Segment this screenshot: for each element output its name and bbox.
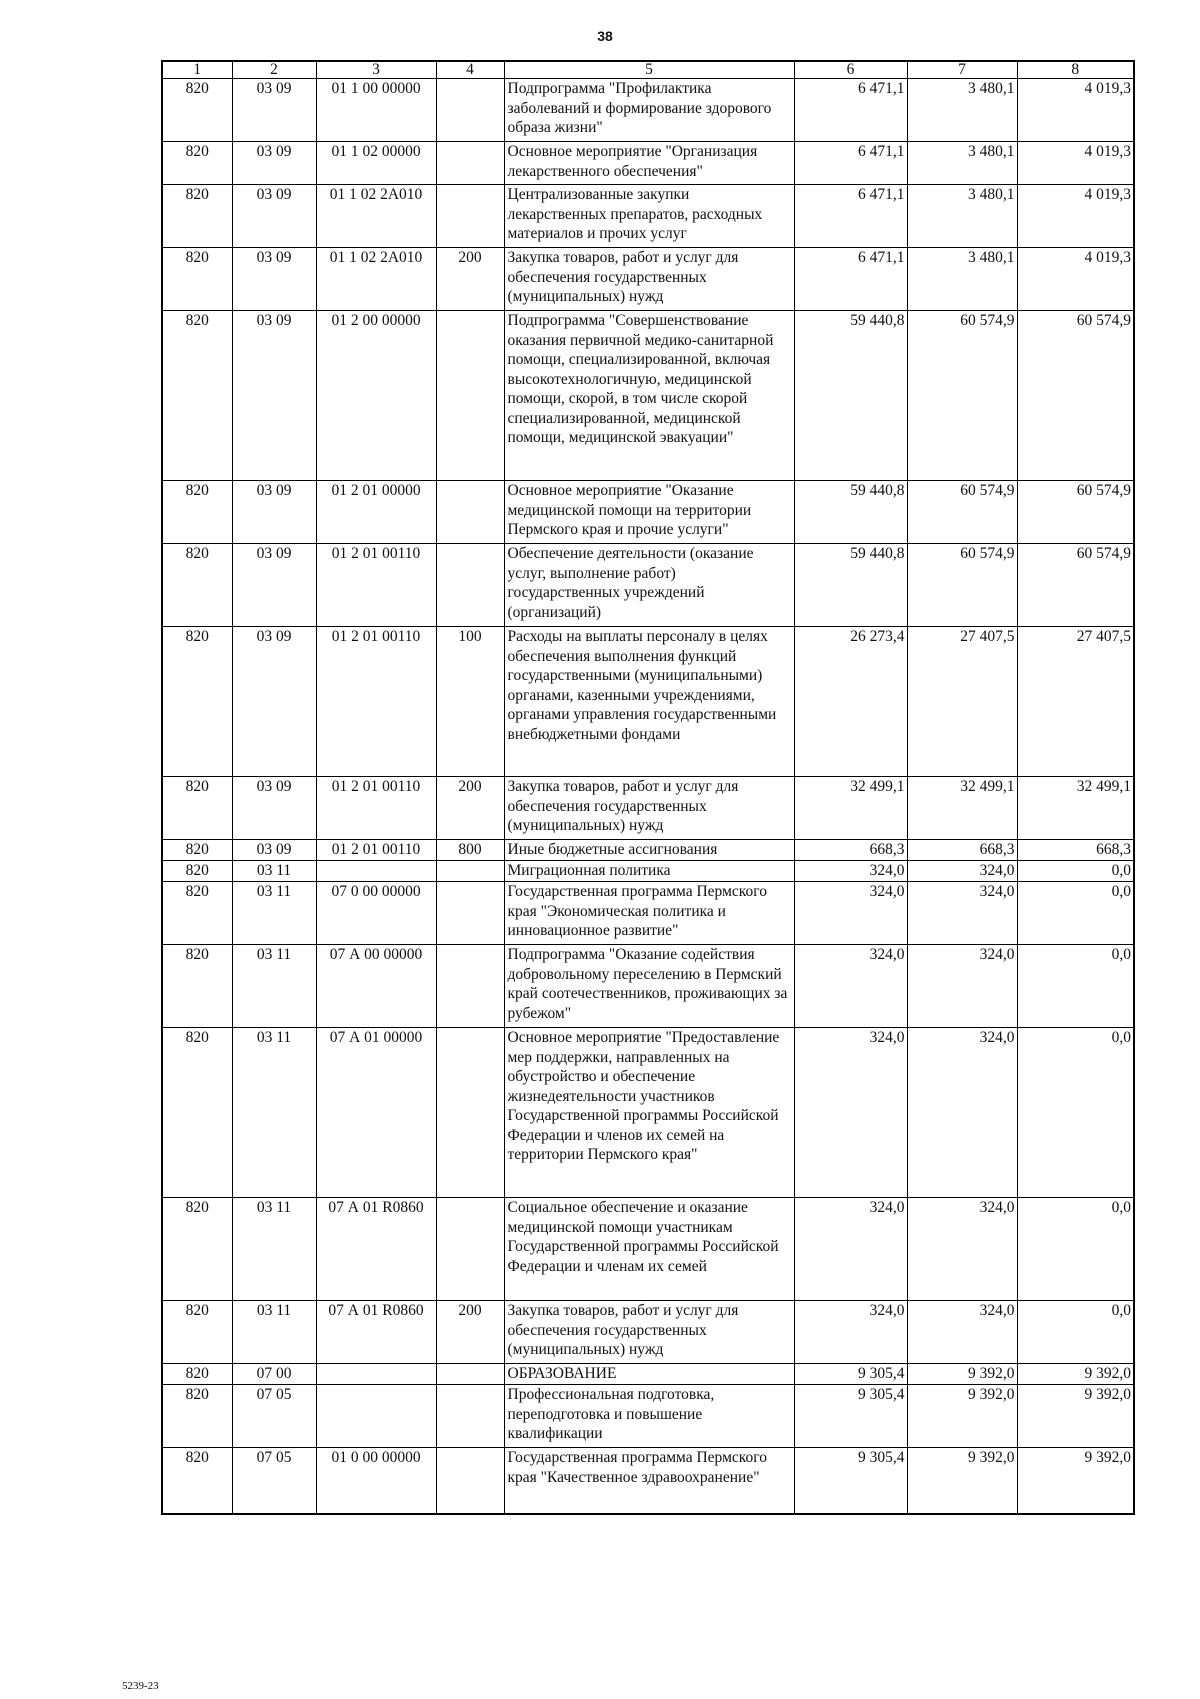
amount-col8-cell: 0,0: [1017, 1028, 1134, 1198]
amount-col6-cell: 26 273,4: [794, 627, 907, 777]
grbs-code-cell: 820: [162, 627, 232, 777]
expense-type-cell: [436, 481, 504, 544]
section-code-cell: 03 09: [232, 544, 316, 627]
column-header: 8: [1017, 61, 1134, 79]
budget-table-body: [162, 79, 1134, 1514]
grbs-code-cell: 820: [162, 1301, 232, 1364]
amount-col7-cell: 60 574,9: [907, 544, 1017, 627]
description-cell: Расходы на выплаты персоналу в целях обеспечения выполнения функций государственными (муниципальными) органами, казенными учреждениями, органами управления государственными внебюджетными фондами: [504, 627, 794, 777]
amount-col6-cell: 9 305,4: [794, 1364, 907, 1385]
amount-col7-cell: 9 392,0: [907, 1385, 1017, 1448]
table-row: [162, 248, 1134, 311]
grbs-code-cell: 820: [162, 1198, 232, 1301]
target-article-cell: 01 1 00 00000: [316, 79, 436, 142]
expense-type-cell: [436, 1448, 504, 1514]
section-code-cell: 03 09: [232, 840, 316, 861]
grbs-code-cell: 820: [162, 1448, 232, 1514]
amount-col8-cell: 0,0: [1017, 882, 1134, 945]
target-article-cell: [316, 1385, 436, 1448]
description-cell: Социальное обеспечение и оказание медицинской помощи участникам Государственной программы Российской Федерации и членам их семей: [504, 1198, 794, 1301]
target-article-cell: 01 2 00 00000: [316, 311, 436, 481]
amount-col8-cell: 60 574,9: [1017, 544, 1134, 627]
expense-type-cell: [436, 882, 504, 945]
target-article-cell: 01 2 01 00110: [316, 777, 436, 840]
grbs-code-cell: 820: [162, 945, 232, 1028]
amount-col6-cell: 668,3: [794, 840, 907, 861]
amount-col8-cell: 27 407,5: [1017, 627, 1134, 777]
section-code-cell: 03 09: [232, 311, 316, 481]
amount-col8-cell: 4 019,3: [1017, 142, 1134, 185]
description-cell: Подпрограмма "Совершенствование оказания первичной медико-санитарной помощи, специализированной, включая высокотехнологичную, медицинской помощи, скорой, в том числе скорой специализированной, медицинской помощи, медицинской эвакуации": [504, 311, 794, 481]
amount-col7-cell: 9 392,0: [907, 1364, 1017, 1385]
grbs-code-cell: 820: [162, 882, 232, 945]
target-article-cell: 07 А 00 00000: [316, 945, 436, 1028]
table-row: [162, 1198, 1134, 1301]
target-article-cell: 07 0 00 00000: [316, 882, 436, 945]
grbs-code-cell: 820: [162, 185, 232, 248]
section-code-cell: 03 11: [232, 945, 316, 1028]
amount-col6-cell: 59 440,8: [794, 544, 907, 627]
amount-col7-cell: 60 574,9: [907, 311, 1017, 481]
table-row: [162, 311, 1134, 481]
table-row: [162, 627, 1134, 777]
grbs-code-cell: 820: [162, 481, 232, 544]
grbs-code-cell: 820: [162, 1028, 232, 1198]
amount-col7-cell: 668,3: [907, 840, 1017, 861]
amount-col7-cell: 3 480,1: [907, 79, 1017, 142]
target-article-cell: 07 А 01 00000: [316, 1028, 436, 1198]
column-header: 4: [436, 61, 504, 79]
amount-col6-cell: 324,0: [794, 882, 907, 945]
amount-col7-cell: 32 499,1: [907, 777, 1017, 840]
amount-col8-cell: 32 499,1: [1017, 777, 1134, 840]
target-article-cell: 01 2 01 00110: [316, 627, 436, 777]
table-row: [162, 1385, 1134, 1448]
expense-type-cell: [436, 1028, 504, 1198]
amount-col8-cell: 0,0: [1017, 1198, 1134, 1301]
target-article-cell: 01 2 01 00110: [316, 840, 436, 861]
target-article-cell: 01 2 01 00000: [316, 481, 436, 544]
amount-col7-cell: 3 480,1: [907, 142, 1017, 185]
table-row: [162, 1364, 1134, 1385]
amount-col6-cell: 6 471,1: [794, 79, 907, 142]
amount-col7-cell: 9 392,0: [907, 1448, 1017, 1514]
amount-col7-cell: 3 480,1: [907, 185, 1017, 248]
section-code-cell: 03 09: [232, 142, 316, 185]
section-code-cell: 03 11: [232, 1301, 316, 1364]
description-cell: Государственная программа Пермского края "Экономическая политика и инновационное развитие": [504, 882, 794, 945]
amount-col8-cell: 4 019,3: [1017, 185, 1134, 248]
section-code-cell: 03 09: [232, 627, 316, 777]
target-article-cell: 01 1 02 2А010: [316, 248, 436, 311]
grbs-code-cell: 820: [162, 311, 232, 481]
grbs-code-cell: 820: [162, 1364, 232, 1385]
table-row: [162, 882, 1134, 945]
amount-col7-cell: 324,0: [907, 945, 1017, 1028]
description-cell: Закупка товаров, работ и услуг для обеспечения государственных (муниципальных) нужд: [504, 1301, 794, 1364]
amount-col6-cell: 6 471,1: [794, 185, 907, 248]
amount-col6-cell: 324,0: [794, 1301, 907, 1364]
amount-col6-cell: 32 499,1: [794, 777, 907, 840]
section-code-cell: 03 11: [232, 861, 316, 882]
target-article-cell: 01 1 02 2А010: [316, 185, 436, 248]
section-code-cell: 03 11: [232, 1028, 316, 1198]
description-cell: Государственная программа Пермского края "Качественное здравоохранение": [504, 1448, 794, 1514]
section-code-cell: 07 05: [232, 1448, 316, 1514]
description-cell: Миграционная политика: [504, 861, 794, 882]
table-row: [162, 142, 1134, 185]
grbs-code-cell: 820: [162, 248, 232, 311]
budget-table: [161, 60, 1135, 1515]
column-header: 2: [232, 61, 316, 79]
column-header: 6: [794, 61, 907, 79]
amount-col8-cell: 0,0: [1017, 945, 1134, 1028]
amount-col8-cell: 9 392,0: [1017, 1364, 1134, 1385]
grbs-code-cell: 820: [162, 1385, 232, 1448]
table-row: [162, 481, 1134, 544]
amount-col8-cell: 9 392,0: [1017, 1448, 1134, 1514]
description-cell: Основное мероприятие "Предоставление мер поддержки, направленных на обустройство и обеспечение жизнедеятельности участников Государственной программы Российской Федерации и членов их семей на территории Пермского края": [504, 1028, 794, 1198]
amount-col7-cell: 324,0: [907, 1028, 1017, 1198]
amount-col6-cell: 59 440,8: [794, 481, 907, 544]
section-code-cell: 03 09: [232, 185, 316, 248]
section-code-cell: 03 09: [232, 481, 316, 544]
expense-type-cell: [436, 311, 504, 481]
amount-col8-cell: 60 574,9: [1017, 311, 1134, 481]
grbs-code-cell: 820: [162, 79, 232, 142]
section-code-cell: 03 11: [232, 1198, 316, 1301]
amount-col8-cell: 9 392,0: [1017, 1385, 1134, 1448]
amount-col8-cell: 0,0: [1017, 861, 1134, 882]
description-cell: Подпрограмма "Оказание содействия добровольному переселению в Пермский край соотечественников, проживающих за рубежом": [504, 945, 794, 1028]
description-cell: Централизованные закупки лекарственных препаратов, расходных материалов и прочих услуг: [504, 185, 794, 248]
section-code-cell: 03 11: [232, 882, 316, 945]
page-number: 38: [597, 28, 613, 44]
column-header: 7: [907, 61, 1017, 79]
table-row: [162, 777, 1134, 840]
table-row: [162, 861, 1134, 882]
amount-col7-cell: 324,0: [907, 1301, 1017, 1364]
expense-type-cell: 800: [436, 840, 504, 861]
amount-col6-cell: 324,0: [794, 1028, 907, 1198]
amount-col6-cell: 324,0: [794, 945, 907, 1028]
amount-col6-cell: 9 305,4: [794, 1385, 907, 1448]
expense-type-cell: 200: [436, 777, 504, 840]
amount-col6-cell: 6 471,1: [794, 248, 907, 311]
expense-type-cell: [436, 185, 504, 248]
table-row: [162, 1448, 1134, 1514]
amount-col8-cell: 4 019,3: [1017, 79, 1134, 142]
table-row: [162, 840, 1134, 861]
description-cell: Иные бюджетные ассигнования: [504, 840, 794, 861]
expense-type-cell: 100: [436, 627, 504, 777]
expense-type-cell: [436, 1198, 504, 1301]
grbs-code-cell: 820: [162, 861, 232, 882]
description-cell: Закупка товаров, работ и услуг для обеспечения государственных (муниципальных) нужд: [504, 248, 794, 311]
expense-type-cell: [436, 945, 504, 1028]
description-cell: Закупка товаров, работ и услуг для обеспечения государственных (муниципальных) нужд: [504, 777, 794, 840]
column-number-row: [162, 61, 1134, 79]
table-row: [162, 1301, 1134, 1364]
target-article-cell: [316, 1364, 436, 1385]
grbs-code-cell: 820: [162, 777, 232, 840]
amount-col8-cell: 4 019,3: [1017, 248, 1134, 311]
column-header: 3: [316, 61, 436, 79]
description-cell: ОБРАЗОВАНИЕ: [504, 1364, 794, 1385]
table-row: [162, 945, 1134, 1028]
target-article-cell: 07 А 01 R0860: [316, 1301, 436, 1364]
table-row: [162, 79, 1134, 142]
expense-type-cell: [436, 1364, 504, 1385]
target-article-cell: 01 1 02 00000: [316, 142, 436, 185]
table-row: [162, 1028, 1134, 1198]
column-header: 5: [504, 61, 794, 79]
expense-type-cell: [436, 544, 504, 627]
amount-col8-cell: 0,0: [1017, 1301, 1134, 1364]
amount-col7-cell: 60 574,9: [907, 481, 1017, 544]
expense-type-cell: [436, 142, 504, 185]
amount-col8-cell: 668,3: [1017, 840, 1134, 861]
amount-col7-cell: 324,0: [907, 861, 1017, 882]
target-article-cell: 01 0 00 00000: [316, 1448, 436, 1514]
description-cell: Подпрограмма "Профилактика заболеваний и формирование здорового образа жизни": [504, 79, 794, 142]
section-code-cell: 07 05: [232, 1385, 316, 1448]
amount-col6-cell: 6 471,1: [794, 142, 907, 185]
target-article-cell: 07 А 01 R0860: [316, 1198, 436, 1301]
section-code-cell: 03 09: [232, 248, 316, 311]
column-header: 1: [162, 61, 232, 79]
table-row: [162, 185, 1134, 248]
table-row: [162, 544, 1134, 627]
expense-type-cell: 200: [436, 1301, 504, 1364]
grbs-code-cell: 820: [162, 142, 232, 185]
grbs-code-cell: 820: [162, 544, 232, 627]
section-code-cell: 07 00: [232, 1364, 316, 1385]
expense-type-cell: [436, 861, 504, 882]
amount-col6-cell: 324,0: [794, 861, 907, 882]
section-code-cell: 03 09: [232, 777, 316, 840]
grbs-code-cell: 820: [162, 840, 232, 861]
amount-col7-cell: 324,0: [907, 882, 1017, 945]
amount-col7-cell: 3 480,1: [907, 248, 1017, 311]
amount-col6-cell: 9 305,4: [794, 1448, 907, 1514]
amount-col8-cell: 60 574,9: [1017, 481, 1134, 544]
document-code: 5239-23: [122, 1680, 159, 1692]
expense-type-cell: [436, 79, 504, 142]
expense-type-cell: [436, 1385, 504, 1448]
description-cell: Основное мероприятие "Оказание медицинской помощи на территории Пермского края и прочие услуги": [504, 481, 794, 544]
description-cell: Основное мероприятие "Организация лекарственного обеспечения": [504, 142, 794, 185]
target-article-cell: [316, 861, 436, 882]
amount-col7-cell: 324,0: [907, 1198, 1017, 1301]
amount-col7-cell: 27 407,5: [907, 627, 1017, 777]
section-code-cell: 03 09: [232, 79, 316, 142]
expense-type-cell: 200: [436, 248, 504, 311]
amount-col6-cell: 324,0: [794, 1198, 907, 1301]
target-article-cell: 01 2 01 00110: [316, 544, 436, 627]
description-cell: Обеспечение деятельности (оказание услуг, выполнение работ) государственных учреждений (организаций): [504, 544, 794, 627]
amount-col6-cell: 59 440,8: [794, 311, 907, 481]
description-cell: Профессиональная подготовка, переподготовка и повышение квалификации: [504, 1385, 794, 1448]
